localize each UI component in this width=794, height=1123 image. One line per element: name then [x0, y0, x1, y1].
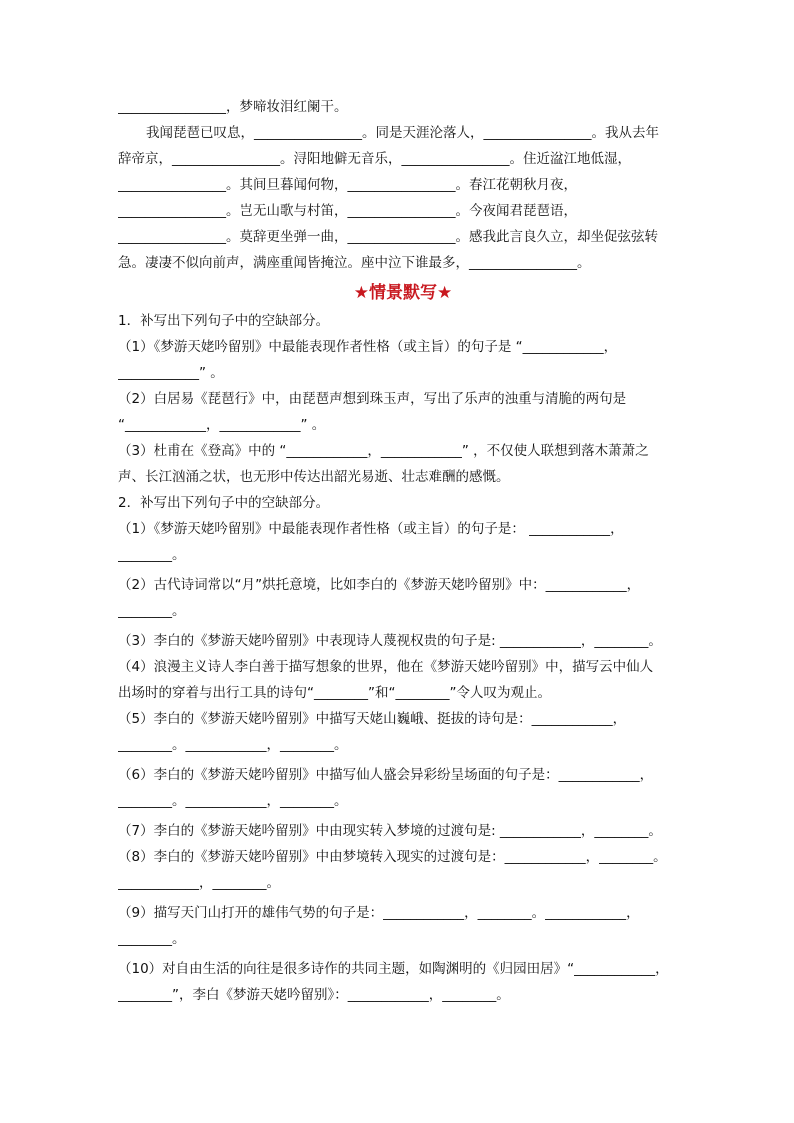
question-line: “____________，____________” 。 [118, 417, 326, 433]
poem-line: ________________。莫辞更坐弹一曲，________________。感我此言良久立，却坐促弦弦转 [118, 229, 658, 245]
poem-line: ________________。岂无山歌与村笛，________________。今夜闻君琵琶语， [118, 203, 577, 219]
question-line: （3）杜甫在《登高》中的 “____________，____________” ，不仅使人联想到落木萧萧之 [118, 443, 649, 459]
poem-line: ________________，梦啼妆泪红阑干。 [118, 99, 348, 115]
question-header: 2．补写出下列句子中的空缺部分。 [118, 495, 330, 511]
poem-block [118, 94, 688, 276]
poem-line: ________________。其间旦暮闻何物，________________。春江花朝秋月夜， [118, 177, 577, 193]
question-line: （2）白居易《琵琶行》中，由琵琶声想到珠玉声，写出了乐声的浊重与清脆的两句是 [118, 391, 627, 407]
question-line: （3）李白的《梦游天姥吟留别》中表现诗人蔑视权贵的句子是: ____________，________。 [118, 633, 662, 649]
question-line: （7）李白的《梦游天姥吟留别》中由现实转入梦境的过渡句是: ____________，________。 [118, 823, 662, 839]
question-line: （8）李白的《梦游天姥吟留别》中由梦境转入现实的过渡句是：____________，________。 [118, 849, 667, 865]
question-line: （10）对自由生活的向往是很多诗作的共同主题，如陶渊明的《归园田居》“____________， [118, 961, 669, 977]
question-line: （5）李白的《梦游天姥吟留别》中描写天姥山巍峨、挺拔的诗句是：____________， [118, 711, 627, 727]
question-line: （4）浪漫主义诗人李白善于描写想象的世界，他在《梦游天姥吟留别》中，描写云中仙人 [118, 659, 654, 675]
question-line: 声、长江汹涌之状，也无形中传达出韶光易逝、壮志难酬的感慨。 [118, 469, 510, 485]
question-line: 出场时的穿着与出行工具的诗句“________”和“________”令人叹为观止。 [118, 685, 551, 701]
question-line: （2）古代诗词常以“月”烘托意境，比如李白的《梦游天姥吟留别》中：____________， [118, 577, 641, 593]
question-header: 1．补写出下列句子中的空缺部分。 [118, 313, 330, 329]
question-line: ________”，李白《梦游天姥吟留别》：____________，________。 [118, 987, 510, 1003]
question-line: ________。____________，________。 [118, 737, 348, 753]
poem-line: 辞帝京，________________。浔阳地僻无音乐，________________。住近湓江地低湿， [118, 151, 631, 167]
section-title: ★情景默写★ [353, 283, 453, 303]
question-line: ____________，________。 [118, 875, 280, 891]
question-line: ________。 [118, 603, 186, 619]
poem-line: 我闻琵琶已叹息，________________。同是天涯沦落人，________________。我从去年 [146, 125, 659, 141]
question-line: （1）《梦游天姥吟留别》中最能表现作者性格（或主旨）的句子是 “____________， [118, 339, 618, 355]
questions-block [118, 308, 688, 1008]
document-content [118, 94, 688, 1008]
question-line: ________。____________，________。 [118, 793, 348, 809]
poem-line: 急。凄凄不似向前声，满座重闻皆掩泣。座中泣下谁最多，________________。 [118, 255, 591, 271]
question-line: ________。 [118, 547, 186, 563]
question-line: （1）《梦游天姥吟留别》中最能表现作者性格（或主旨）的句子是： ____________， [118, 521, 624, 537]
question-line: ____________” 。 [118, 365, 224, 381]
question-line: ________。 [118, 931, 186, 947]
question-line: （9）描写天门山打开的雄伟气势的句子是：____________，________。____________， [118, 905, 640, 921]
question-line: （6）李白的《梦游天姥吟留别》中描写仙人盛会异彩纷呈场面的句子是：____________， [118, 767, 654, 783]
